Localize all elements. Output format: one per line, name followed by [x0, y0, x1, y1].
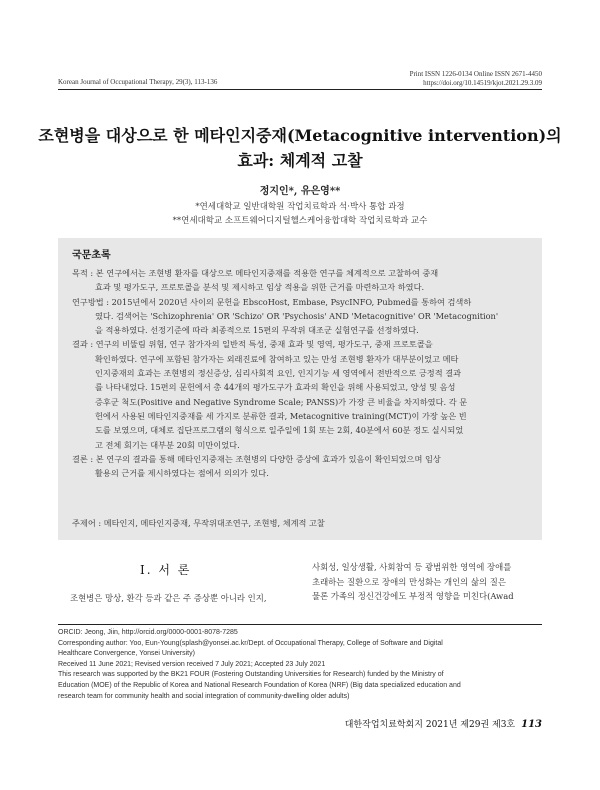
abstract-line: 인지중재의 효과는 조현병의 정신증상, 심리사회적 요인, 인지기능 세 영역에서 전반적으로 긍정적 결과	[95, 368, 462, 379]
title-line-2: 효과: 체계적 고찰	[237, 151, 363, 170]
page-footer	[345, 717, 542, 730]
journal-citation: Korean Journal of Occupational Therapy, 29(3), 113-136	[58, 78, 218, 86]
intro-line: 초래하는 질환으로 장애의 만성화는 개인의 삶의 질은	[312, 576, 506, 587]
funding-note-cont: research team for community health and social integration of community-dwelling older adults)	[58, 692, 350, 700]
abstract-line: 를 나타내었다. 15편의 문헌에서 총 44개의 평가도구가 효과의 확인을 위해 사용되었고, 양성 및 음성	[95, 382, 456, 393]
corresponding-author-note-cont: Healthcare Convergence, Yonsei University)	[58, 650, 195, 658]
affiliation-2: **연세대학교 소프트웨어디지털헬스케어융합대학 작업치료학과 교수	[172, 216, 428, 226]
abstract-purpose	[72, 266, 528, 295]
received-dates-note: Received 11 June 2021; Revised version received 7 July 2021; Accepted 23 July 2021	[58, 660, 326, 668]
abstract-conclusion	[72, 452, 528, 481]
issn-line: Print ISSN 1226-0134 Online ISSN 2671-4450	[409, 70, 542, 78]
abstract-line: 증후군 척도(Positive and Negative Syndrome Scale; PANSS)가 가장 큰 비율을 차지하였다. 각 문	[95, 396, 468, 407]
section-heading-introduction: Ⅰ. 서 론	[140, 563, 192, 577]
page-number: 113	[521, 719, 542, 730]
funding-note: This research was supported by the BK21 FOUR (Fostering Outstanding Universities for Research) funded by the Ministry of	[58, 671, 444, 679]
abstract-line: 연구방법 : 2015년에서 2020년 사이의 문헌을 EbscoHost, Embase, PsycINFO, Pubmed를 통하여 검색하	[72, 296, 472, 307]
orcid-note: ORCID: Jeong, Jiin, http://orcid.org/0000-0001-8078-7285	[58, 629, 238, 636]
title-line-1: 조현병을 대상으로 한 메타인지중재(Metacognitive intervention)의	[38, 126, 562, 145]
abstract-body	[72, 266, 528, 480]
abstract-line: 고 전체 회기는 대부분 20회 미만이었다.	[95, 439, 240, 450]
header-rule	[58, 89, 542, 90]
keywords: 주제어 : 메타인지, 메타인지중재, 무작위대조연구, 조현병, 체계적 고찰	[72, 518, 325, 528]
journal-issue: 대한작업치료학회지 2021년 제29권 제3호	[344, 720, 516, 730]
paper-title	[0, 123, 600, 173]
abstract-methods	[72, 295, 528, 338]
abstract-heading: 국문초록	[72, 250, 111, 261]
abstract-line: 였다. 검색어는 'Schizophrenia' OR 'Schizo' OR 'Psychosis' AND 'Metacognitive' OR 'Metacognition'	[95, 310, 499, 321]
authors: 정지인*, 유은영**	[259, 186, 341, 197]
abstract-line: 목적 : 본 연구에서는 조현병 환자를 대상으로 메타인지중재를 적용한 연구를 체계적으로 고찰하여 중재	[72, 268, 439, 278]
affiliation-1: *연세대학교 일반대학원 작업치료학과 석·박사 통합 과정	[195, 202, 405, 212]
abstract-line: 헌에서 사용된 메타인지중재를 세 가지로 분류한 결과, Metacognitive training(MCT)이 가장 높은 빈	[95, 410, 467, 421]
abstract-line: 결과 : 연구의 비뚤림 위험, 연구 참가자의 일반적 특성, 중재 효과 및 영역, 평가도구, 중재 프로토콜을	[72, 339, 433, 350]
abstract-line: 효과 및 평가도구, 프로토콜을 분석 및 제시하고 임상 적용을 위한 근거를 마련하고자 하였다.	[95, 282, 425, 293]
abstract-line: 활용의 근거를 제시하였다는 점에서 의의가 있다.	[95, 468, 269, 479]
footnotes	[58, 628, 542, 702]
abstract-line: 을 적용하였다. 선정기준에 따라 최종적으로 15편의 무작위 대조군 실험연구를 선정하였다.	[95, 325, 419, 336]
intro-line: 물론 가족의 정신건강에도 부정적 영향을 미친다(Awad	[312, 591, 514, 601]
intro-line: 사회성, 일상생활, 사회참여 등 광범위한 영역에 장애를	[312, 562, 512, 572]
funding-note-cont: Education (MOE) of the Republic of Korea and National Research Foundation of Korea (NRF) (Big data specialized education and	[58, 681, 461, 689]
corresponding-author-note: Corresponding author: Yoo, Eun-Young(splash@yonsei.ac.kr/Dept. of Occupational Therapy, College of Software and Digital	[58, 639, 443, 647]
abstract-line: 결론 : 본 연구의 결과를 통해 메타인지중재는 조현병의 다양한 증상에 효과가 있음이 확인되었으며 임상	[72, 453, 441, 464]
abstract-line: 확인하였다. 연구에 포함된 참가자는 외래진료에 참여하고 있는 만성 조현병 환자가 대부분이었고 메타	[95, 353, 459, 364]
intro-right-column	[312, 560, 514, 604]
footnote-rule	[58, 624, 542, 625]
issn-doi-block	[410, 70, 542, 88]
intro-left-column: 조현병은 망상, 환각 등과 같은 주 증상뿐 아니라 인지,	[70, 593, 267, 603]
abstract-results	[72, 337, 528, 451]
abstract-line: 도를 보였으며, 대체로 집단프로그램의 형식으로 일주일에 1회 또는 2회, 40분에서 60분 정도 실시되었	[95, 425, 464, 436]
doi-line[interactable]: https://doi.org/10.14519/kjot.2021.29.3.09	[423, 79, 542, 87]
